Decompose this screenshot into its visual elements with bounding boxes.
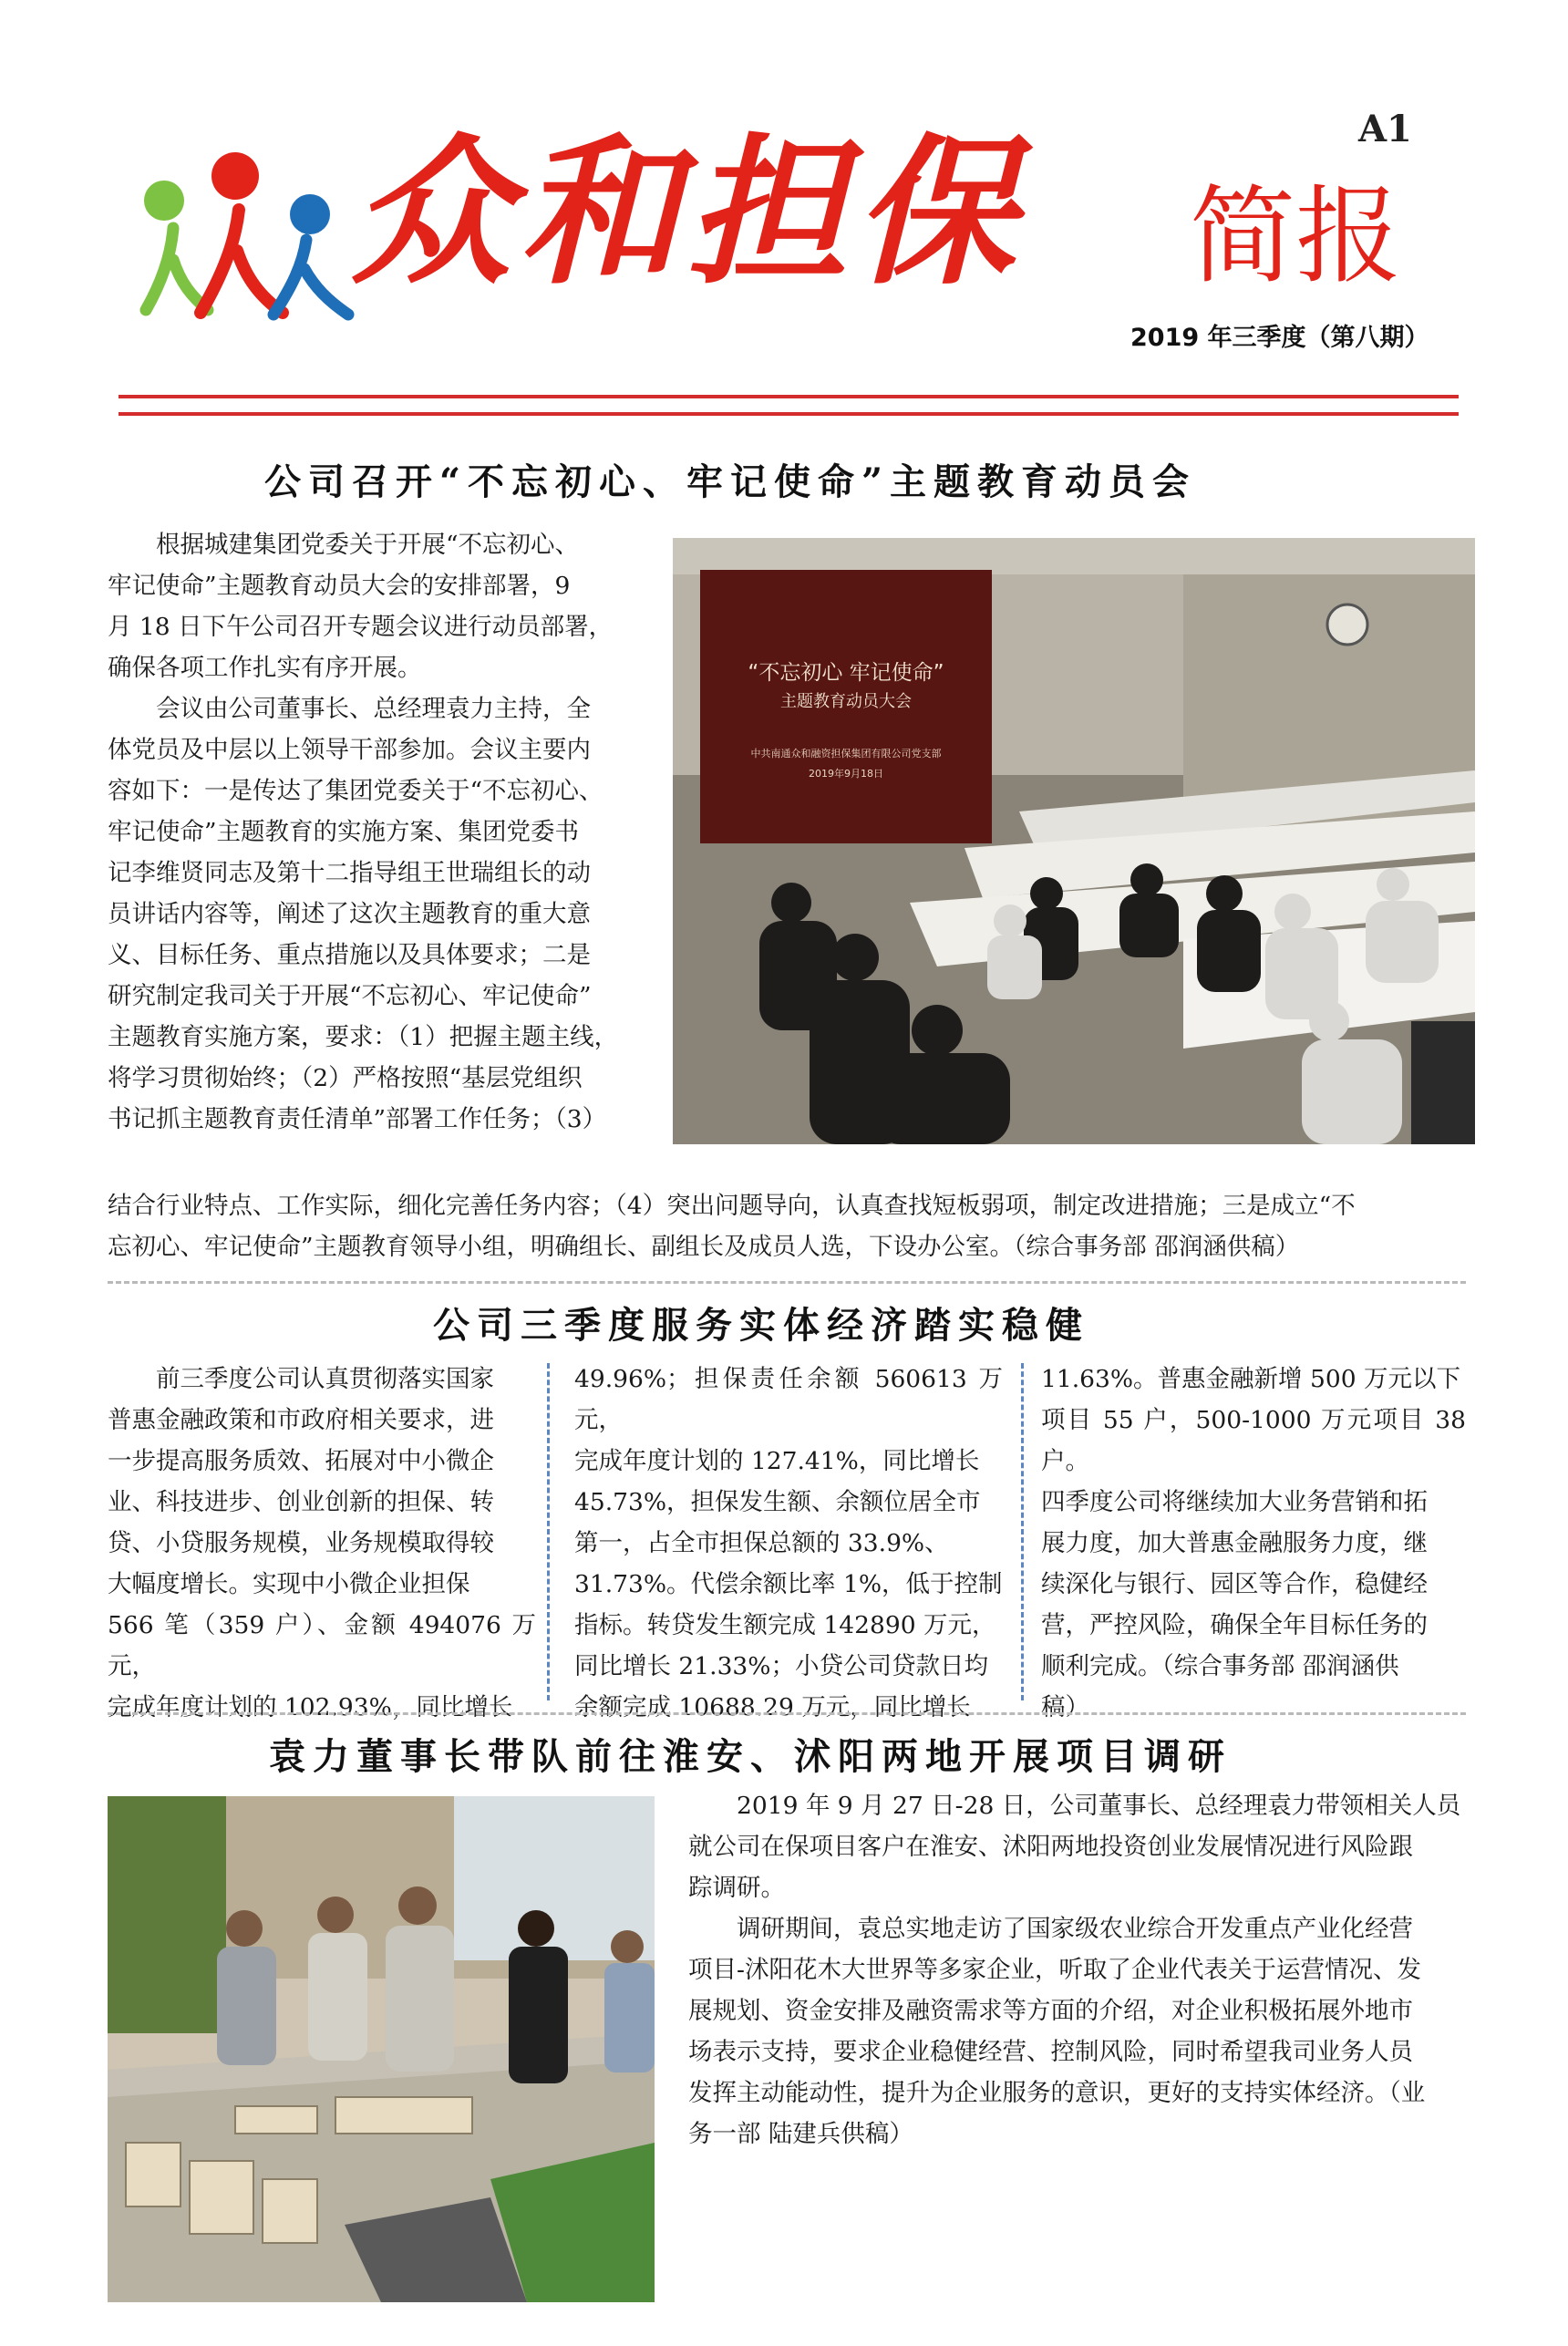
- article1-headline: 公司召开“不忘初心、牢记使命”主题教育动员会: [264, 460, 1197, 503]
- text-line: 义、目标任务、重点措施以及具体要求；二是: [108, 941, 591, 969]
- site-visit-photo: [108, 1796, 655, 2302]
- masthead-title: 众和担保: [351, 118, 1023, 306]
- text-line: 务一部 陆建兵供稿）: [688, 2120, 913, 2148]
- article2-column-3: [1041, 1359, 1466, 1728]
- text-line: 忘初心、牢记使命”主题教育领导小组，明确组长、副组长及成员人选，下设办公室。（综合事务部 邵润涵供稿）: [108, 1233, 1300, 1261]
- logo-green-head: [144, 181, 184, 221]
- text-line: 展力度，加大普惠金融服务力度，继: [1041, 1529, 1428, 1557]
- text-line: 一步提高服务质效、拓展对中小微企: [108, 1447, 494, 1475]
- text-line: 场表示支持，要求企业稳健经营、控制风险，同时希望我司业务人员: [688, 2038, 1413, 2066]
- text-line: 调研期间，袁总实地走访了国家级农业综合开发重点产业化经营: [737, 1915, 1413, 1943]
- text-line: 项目-沭阳花木大世界等多家企业，听取了企业代表关于运营情况、发: [688, 1956, 1421, 1984]
- masthead-rule-top: [119, 395, 1459, 398]
- column-divider: [547, 1363, 550, 1700]
- text-line: 体党员及中层以上领导干部参加。会议主要内: [108, 736, 591, 764]
- text-line: 45.73%，担保发生额、余额位居全市: [574, 1488, 981, 1516]
- article2-column-1: [108, 1359, 536, 1728]
- text-line: 贷、小贷服务规模，业务规模取得较: [108, 1529, 494, 1557]
- text-line: 员讲话内容等，阐述了这次主题教育的重大意: [108, 900, 591, 928]
- text-line: 业、科技进步、创业创新的担保、转: [108, 1488, 494, 1516]
- column-divider: [1021, 1363, 1024, 1700]
- page-number: A1: [1358, 108, 1412, 150]
- slide-subtitle: 主题教育动员大会: [780, 692, 912, 711]
- text-line: 四季度公司将继续加大业务营销和拓: [1041, 1488, 1428, 1516]
- slide-date: 2019年9月18日: [809, 768, 883, 780]
- text-line: 根据城建集团党委关于开展“不忘初心、: [156, 531, 580, 559]
- article1-wide-text: [108, 1185, 1466, 1267]
- text-line: 主题教育实施方案，要求：（1）把握主题主线，: [108, 1023, 619, 1051]
- text-line: 营，严控风险，确保全年目标任务的: [1041, 1611, 1428, 1639]
- company-logo: [137, 150, 356, 324]
- text-line: 牢记使命”主题教育的实施方案、集团党委书: [108, 818, 580, 846]
- text-line: 项目 55 户，500-1000 万元项目 38 户。: [1041, 1406, 1466, 1475]
- slide-org: 中共南通众和融资担保集团有限公司党支部: [750, 748, 942, 760]
- article1-column-text: [108, 524, 636, 1140]
- text-line: 发挥主动能动性，提升为企业服务的意识，更好的支持实体经济。（业: [688, 2079, 1426, 2107]
- text-line: 牢记使命”主题教育动员大会的安排部署，9: [108, 572, 571, 600]
- text-line: 同比增长 21.33%；小贷公司贷款日均: [574, 1652, 988, 1680]
- text-line: 11.63%。普惠金融新增 500 万元以下: [1041, 1365, 1460, 1393]
- text-line: 记李维贤同志及第十二指导组王世瑞组长的动: [108, 859, 591, 887]
- meeting-photo: [673, 538, 1475, 1144]
- issue-label: 2019 年三季度（第八期）: [1130, 324, 1429, 352]
- article3-text: [688, 1785, 1472, 2155]
- text-line: 2019 年 9 月 27 日-28 日，公司董事长、总经理袁力带领相关人员: [737, 1792, 1461, 1820]
- text-line: 完成年度计划的 102.93%，同比增长: [108, 1693, 513, 1721]
- article2-headline: 公司三季度服务实体经济踏实稳健: [433, 1304, 1089, 1347]
- masthead-subtitle: 简报: [1190, 175, 1401, 298]
- text-line: 顺利完成。（综合事务部 邵润涵供: [1041, 1652, 1399, 1680]
- text-line: 余额完成 10688.29 万元，同比增长: [574, 1693, 971, 1721]
- text-line: 稿）: [1041, 1693, 1089, 1721]
- section-divider: [108, 1712, 1466, 1715]
- text-line: 566 笔（359 户）、金额 494076 万元，: [108, 1611, 536, 1680]
- text-line: 大幅度增长。实现中小微企业担保: [108, 1570, 470, 1598]
- text-line: 续深化与银行、园区等合作，稳健经: [1041, 1570, 1428, 1598]
- text-line: 将学习贯彻始终；（2）严格按照“基层党组织: [108, 1064, 583, 1092]
- text-line: 踪调研。: [688, 1874, 785, 1902]
- text-line: 会议由公司董事长、总经理袁力主持，全: [156, 695, 591, 723]
- article2-column-2: [574, 1359, 1003, 1728]
- text-line: 31.73%。代偿余额比率 1%，低于控制: [574, 1570, 1003, 1598]
- article3-headline: 袁力董事长带队前往淮安、沭阳两地开展项目调研: [269, 1735, 1232, 1778]
- text-line: 普惠金融政策和市政府相关要求，进: [108, 1406, 494, 1434]
- text-line: 就公司在保项目客户在淮安、沭阳两地投资创业发展情况进行风险跟: [688, 1833, 1413, 1861]
- section-divider: [108, 1281, 1466, 1284]
- text-line: 展规划、资金安排及融资需求等方面的介绍，对企业积极拓展外地市: [688, 1997, 1413, 2025]
- text-line: 前三季度公司认真贯彻落实国家: [156, 1365, 494, 1393]
- text-line: 确保各项工作扎实有序开展。: [108, 654, 422, 682]
- masthead-rule-bottom: [119, 412, 1459, 416]
- text-line: 研究制定我司关于开展“不忘初心、牢记使命”: [108, 982, 592, 1010]
- logo-red-head: [211, 152, 259, 200]
- text-line: 第一，占全市担保总额的 33.9%、: [574, 1529, 949, 1557]
- logo-blue-head: [290, 194, 330, 234]
- text-line: 完成年度计划的 127.41%，同比增长: [574, 1447, 980, 1475]
- text-line: 月 18 日下午公司召开专题会议进行动员部署，: [108, 613, 614, 641]
- text-line: 49.96%；担保责任余额 560613 万元，: [574, 1365, 1003, 1434]
- text-line: 书记抓主题教育责任清单”部署工作任务；（3）: [108, 1105, 607, 1133]
- text-line: 结合行业特点、工作实际，细化完善任务内容；（4）突出问题导向，认真查找短板弱项，制定改进措施；三是成立“不: [108, 1192, 1356, 1220]
- text-line: 指标。转贷发生额完成 142890 万元，: [574, 1611, 996, 1639]
- slide-title: “不忘初心 牢记使命”: [748, 661, 944, 685]
- text-line: 容如下：一是传达了集团党委关于“不忘初心、: [108, 777, 603, 805]
